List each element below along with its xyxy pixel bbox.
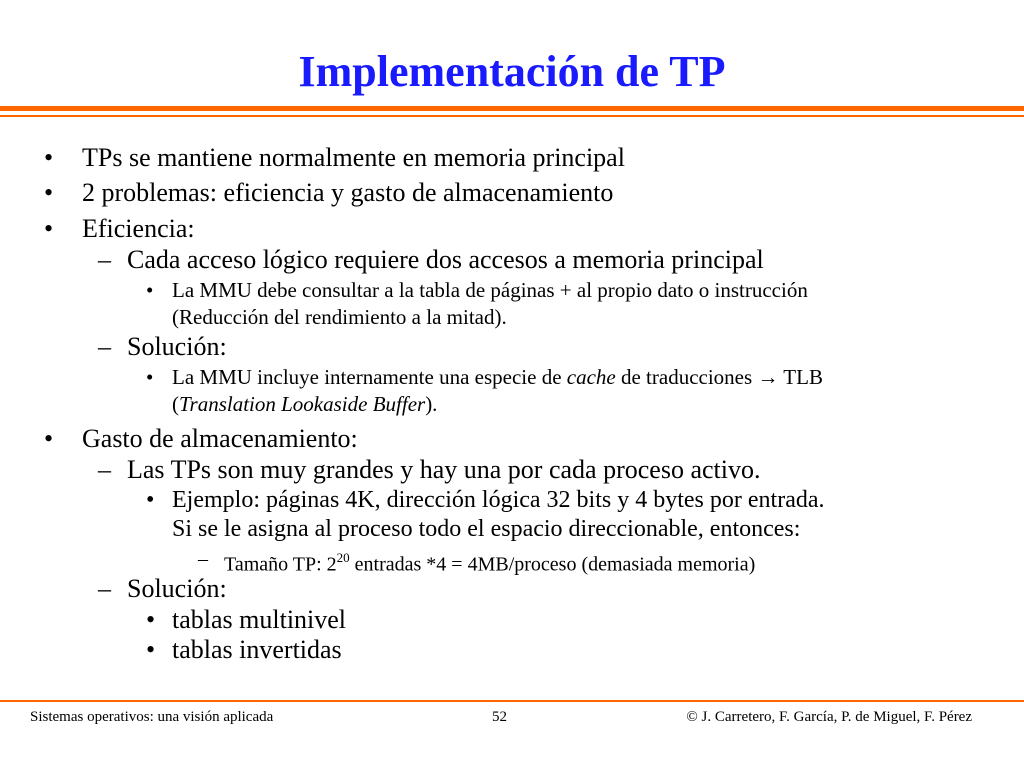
bullet-text: Eficiencia: [82,214,195,243]
footer-book-title: Sistemas operativos: una visión aplicada [30,709,274,725]
bullet-marker: • [44,214,54,243]
subsubbullet-text: Si se le asigna al proceso todo el espacio direccionable, entonces: [172,516,801,542]
subsubbullet-text: La MMU incluye internamente una especie de cache de traducciones → TLB [172,365,823,389]
bullet-marker: • [44,178,54,207]
arrow-icon: → [757,365,779,389]
bullet-marker: • [146,635,156,664]
subsubbullet-text: Ejemplo: páginas 4K, dirección lógica 32 bits y 4 bytes por entrada. [172,487,825,513]
subsubbullet-text: (Translation Lookaside Buffer). [172,392,438,416]
bullet-marker: • [146,487,155,513]
subsubbullet-text: La MMU debe consultar a la tabla de páginas + al propio dato o instrucción [172,278,808,302]
dash-marker: – [198,548,208,570]
subbullet-text: Solución: [127,332,227,361]
dash-marker: – [98,574,111,603]
bullet-marker: • [146,278,154,302]
subsubbullet-text: (Reducción del rendimiento a la mitad). [172,305,507,329]
bullet-marker: • [44,424,54,453]
bullet-marker: • [44,143,54,172]
bullet-text: TPs se mantiene normalmente en memoria principal [82,143,625,172]
dash-marker: – [98,245,111,274]
subbullet-text: Solución: [127,574,227,603]
bullet-text: 2 problemas: eficiencia y gasto de almacenamiento [82,178,614,207]
dash-marker: – [98,455,111,484]
page-title: Implementación de TP [298,47,726,96]
bullet-text: Gasto de almacenamiento: [82,424,358,453]
subbullet-text: Cada acceso lógico requiere dos accesos a memoria principal [127,245,764,274]
bullet-marker: • [146,605,156,634]
subbullet-text: Las TPs son muy grandes y hay una por cada proceso activo. [127,455,761,484]
footer-copyright: © J. Carretero, F. García, P. de Miguel, F. Pérez [686,709,972,725]
subsubbullet-text: tablas invertidas [172,635,342,664]
page-number: 52 [492,709,507,725]
level4-text: Tamaño TP: $2^{20}$ entradas *4 = 4MB/proceso (demasiada memoria) [224,550,756,576]
bullet-marker: • [146,365,154,389]
dash-marker: – [98,332,111,361]
subsubbullet-text: tablas multinivel [172,605,347,634]
footer-divider [0,700,1024,702]
